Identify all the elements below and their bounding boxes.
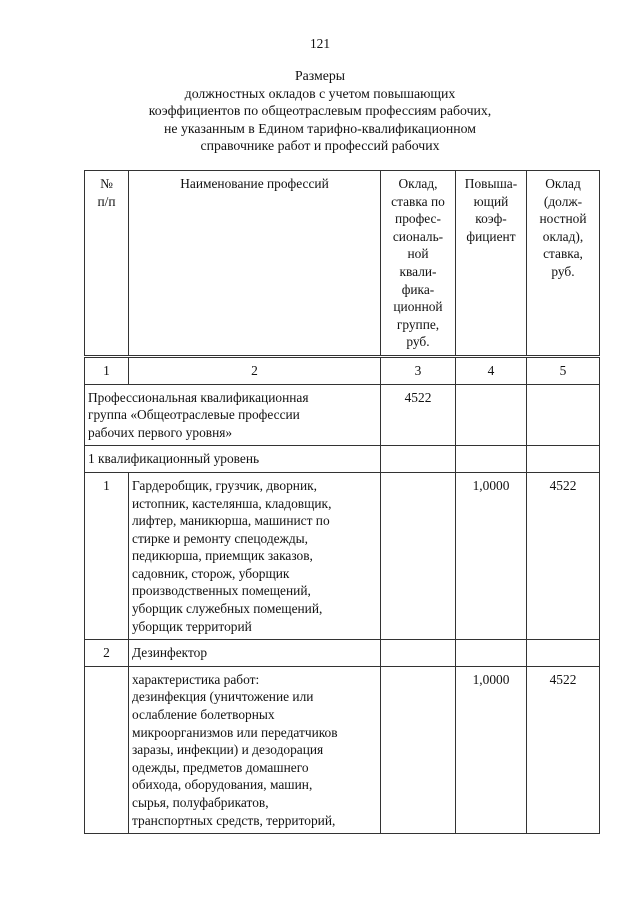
header-coefficient: Повыша- ющий коэф- фициент — [456, 171, 527, 357]
header-number: № п/п — [85, 171, 129, 357]
row-profession: Гардеробщик, грузчик, дворник, истопник, кастелянша, кладовщик, лифтер, маникюрша, машинист по стирке и ремонту спецодежды, педикюрша, приемщик заказов, садовник, сторож, уборщик производственных помещений, уборщик служебных помещений, уборщик территорий — [129, 472, 381, 639]
row-number-empty — [85, 666, 129, 833]
page-number: 121 — [309, 36, 331, 51]
row-work-description: характеристика работ: дезинфекция (уничтожение или ослабление болетворных микроорганизмов или передатчиков заразы, инфекции) и дезодорация одежды, предметов домашнего обихода, оборудования, машин, сырья, полуфабрикатов, транспортных средств, территорий, — [129, 666, 381, 833]
group-salary: 4522 — [381, 384, 456, 446]
column-number-3: 3 — [381, 356, 456, 384]
column-number-2: 2 — [129, 356, 381, 384]
row-number: 2 — [85, 640, 129, 667]
row-group-salary-empty — [381, 472, 456, 639]
row-salary: 4522 — [527, 472, 600, 639]
row-coefficient: 1,0000 — [456, 666, 527, 833]
table-row — [85, 666, 600, 833]
table-row — [85, 472, 600, 639]
salary-table — [84, 170, 600, 834]
header-group-salary: Оклад, ставка по профес- сиональ- ной квали- фика- ционной группе, руб. — [381, 171, 456, 357]
header-profession: Наименование профессий — [129, 171, 381, 357]
column-numbers-row — [85, 356, 600, 384]
row-group-salary-empty — [381, 666, 456, 833]
row-coefficient: 1,0000 — [456, 472, 527, 639]
level-salary-empty — [381, 446, 456, 473]
row-salary: 4522 — [527, 666, 600, 833]
level-name: 1 квалификационный уровень — [85, 446, 381, 473]
title-line-5: справочнике работ и профессий рабочих — [200, 138, 440, 154]
group-row — [85, 384, 600, 446]
table-header-row — [85, 171, 600, 357]
document-title — [0, 67, 640, 155]
table-row — [85, 640, 600, 667]
row-number: 1 — [85, 472, 129, 639]
title-line-2: должностных окладов с учетом повышающих — [184, 85, 456, 101]
level-row — [85, 446, 600, 473]
level-total-empty — [527, 446, 600, 473]
column-number-4: 4 — [456, 356, 527, 384]
level-coefficient-empty — [456, 446, 527, 473]
group-name: Профессиональная квалификационная группа «Общеотраслевые профессии рабочих первого уровня» — [85, 384, 381, 446]
group-coefficient-empty — [456, 384, 527, 446]
row-profession: Дезинфектор — [129, 640, 381, 667]
title-line-1: Размеры — [294, 68, 346, 83]
header-salary: Оклад (долж- ностной оклад), ставка, руб. — [527, 171, 600, 357]
title-line-3: коэффициентов по общеотраслевым профессиям рабочих, — [148, 103, 492, 119]
column-number-5: 5 — [527, 356, 600, 384]
row-coefficient-empty — [456, 640, 527, 667]
group-total-empty — [527, 384, 600, 446]
row-group-salary-empty — [381, 640, 456, 667]
row-salary-empty — [527, 640, 600, 667]
column-number-1: 1 — [85, 356, 129, 384]
title-line-4: не указанным в Едином тарифно-квалификационном — [164, 120, 476, 136]
